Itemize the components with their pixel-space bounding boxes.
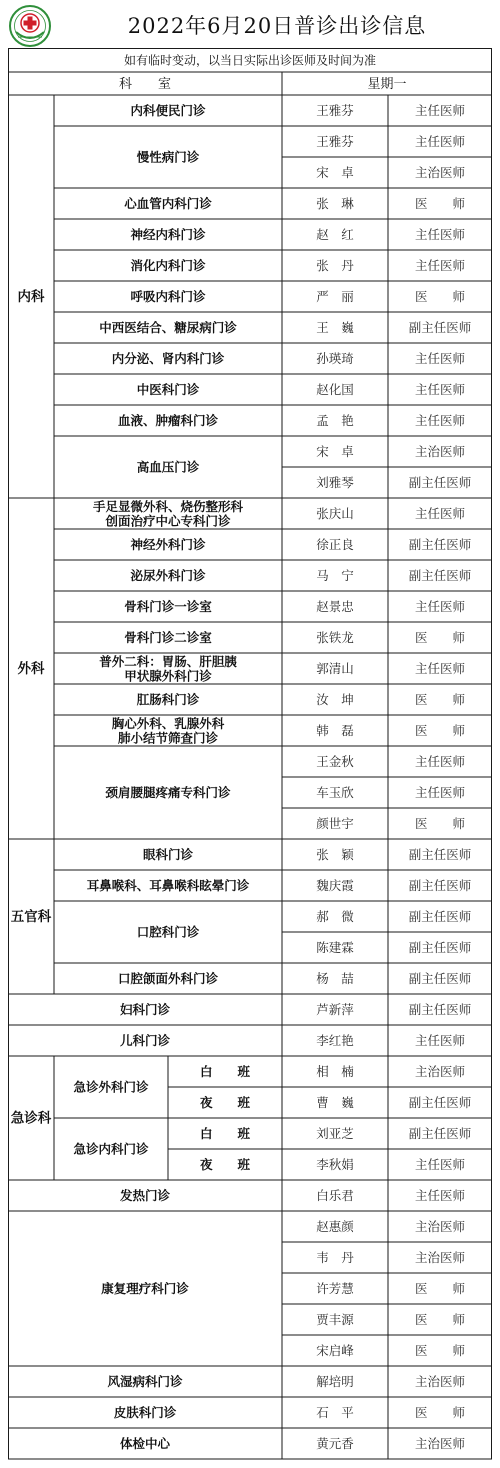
department-name: 内分泌、肾内科门诊: [111, 351, 225, 366]
doctor-title: 医 师: [414, 1405, 466, 1420]
doctor-name: 贾丰源: [316, 1312, 354, 1327]
department-name: 血液、肿瘤科门诊: [117, 413, 219, 428]
doctor-name: 石 平: [316, 1405, 354, 1420]
doctor-name: 赵化国: [316, 382, 354, 397]
doctor-title: 副主任医师: [408, 971, 472, 986]
category-name: 急诊科: [10, 1110, 52, 1127]
page-title: 2022年6月20日普诊出诊信息: [127, 14, 427, 38]
department-name: 妇科门诊: [119, 1002, 171, 1017]
department-name: 风湿病科门诊: [107, 1374, 183, 1389]
doctor-title: 主任医师: [414, 599, 466, 614]
doctor-title: 医 师: [414, 1343, 466, 1358]
doctor-name: 相 楠: [316, 1064, 354, 1079]
department-name: 体检中心: [119, 1436, 171, 1451]
doctor-name: 张铁龙: [316, 630, 354, 645]
doctor-name: 黄元香: [316, 1436, 354, 1451]
doctor-title: 医 师: [414, 630, 466, 645]
department-name: 急诊内科门诊: [73, 1141, 149, 1157]
doctor-name: 杨 喆: [316, 971, 354, 986]
doctor-title: 主任医师: [414, 506, 466, 521]
doctor-title: 主任医师: [414, 103, 466, 118]
shift-label: 夜 班: [199, 1157, 251, 1172]
doctor-name: 王雅芬: [316, 134, 354, 149]
doctor-title: 主任医师: [414, 661, 466, 676]
department-name: 胸心外科、乳腺外科肺小结节筛查门诊: [111, 715, 225, 746]
doctor-title: 主任医师: [414, 785, 466, 800]
doctor-title: 医 师: [414, 289, 466, 304]
department-name: 中西医结合、糖尿病门诊: [99, 320, 237, 335]
doctor-title: 主治医师: [414, 444, 466, 459]
department-name: 颈肩腰腿疼痛专科门诊: [105, 785, 231, 800]
doctor-name: 陈建霖: [316, 940, 354, 955]
department-name: 中医科门诊: [136, 382, 200, 397]
doctor-title: 主任医师: [414, 382, 466, 397]
doctor-title: 副主任医师: [408, 1002, 472, 1017]
doctor-name: 郭清山: [316, 661, 354, 676]
doctor-title: 副主任医师: [408, 537, 472, 552]
doctor-title: 副主任医师: [408, 940, 472, 955]
department-name: 肛肠科门诊: [136, 692, 200, 707]
doctor-title: 主任医师: [414, 1033, 466, 1048]
department-name: 泌尿外科门诊: [130, 568, 206, 583]
doctor-name: 李红艳: [316, 1033, 354, 1048]
doctor-name: 白乐君: [316, 1188, 354, 1203]
department-name: 神经内科门诊: [130, 227, 206, 242]
doctor-name: 王金秋: [316, 754, 354, 769]
department-name: 骨科门诊二诊室: [124, 630, 212, 645]
doctor-name: 韦 丹: [316, 1250, 354, 1265]
doctor-title: 医 师: [414, 1281, 466, 1296]
doctor-title: 主任医师: [414, 227, 466, 242]
department-name: 儿科门诊: [119, 1033, 171, 1048]
department-name: 骨科门诊一诊室: [124, 599, 212, 614]
doctor-title: 医 师: [414, 692, 466, 707]
doctor-name: 韩 磊: [316, 723, 354, 738]
doctor-title: 医 师: [414, 1312, 466, 1327]
doctor-name: 赵惠颜: [316, 1219, 354, 1234]
doctor-name: 许芳慧: [316, 1281, 354, 1296]
doctor-title: 副主任医师: [408, 320, 472, 335]
hospital-logo-icon: [8, 4, 52, 48]
doctor-title: 主治医师: [414, 1219, 466, 1234]
doctor-title: 主任医师: [414, 1188, 466, 1203]
doctor-name: 赵 红: [316, 227, 354, 242]
doctor-name: 郝 微: [316, 909, 354, 924]
doctor-title: 副主任医师: [408, 847, 472, 862]
schedule-table: [8, 48, 492, 1462]
doctor-title: 副主任医师: [408, 1095, 472, 1110]
doctor-title: 副主任医师: [408, 909, 472, 924]
doctor-name: 王雅芬: [316, 103, 354, 118]
doctor-title: 副主任医师: [408, 1126, 472, 1141]
department-name: 高血压门诊: [136, 459, 200, 475]
doctor-name: 李秋娟: [316, 1157, 354, 1172]
category-name: 五官科: [10, 909, 52, 925]
shift-label: 白 班: [199, 1126, 251, 1141]
doctor-name: 张 颖: [316, 847, 354, 862]
doctor-name: 刘雅琴: [316, 475, 354, 490]
doctor-title: 主任医师: [414, 1157, 466, 1172]
department-name: 慢性病门诊: [136, 149, 200, 165]
doctor-name: 颜世宇: [316, 816, 354, 831]
doctor-name: 宋启峰: [316, 1343, 354, 1358]
department-name: 消化内科门诊: [130, 258, 206, 273]
doctor-name: 宋 卓: [316, 444, 354, 459]
department-name: 神经外科门诊: [130, 537, 206, 552]
doctor-title: 医 师: [414, 816, 466, 831]
shift-label: 夜 班: [199, 1095, 251, 1110]
doctor-name: 徐正良: [316, 537, 354, 552]
doctor-title: 医 师: [414, 723, 466, 738]
doctor-title: 主治医师: [414, 1064, 466, 1079]
doctor-title: 主任医师: [414, 754, 466, 769]
doctor-name: 孙瑛琦: [316, 351, 354, 366]
category-name: 外科: [17, 661, 45, 677]
doctor-name: 赵景忠: [316, 599, 354, 614]
doctor-name: 张 琳: [316, 196, 354, 211]
doctor-name: 刘亚芝: [316, 1126, 354, 1141]
doctor-name: 张 丹: [316, 258, 354, 273]
doctor-name: 张庆山: [316, 506, 354, 521]
doctor-title: 主任医师: [414, 258, 466, 273]
header-department: 科 室: [118, 77, 172, 92]
header-day: 星期一: [367, 77, 407, 92]
doctor-name: 宋 卓: [316, 165, 354, 180]
doctor-name: 车玉欣: [316, 785, 354, 800]
doctor-title: 主治医师: [414, 165, 466, 180]
department-name: 口腔科门诊: [136, 924, 200, 940]
doctor-title: 主任医师: [414, 351, 466, 366]
doctor-name: 汝 坤: [316, 692, 354, 707]
department-name: 内科便民门诊: [130, 103, 206, 118]
doctor-title: 副主任医师: [408, 475, 472, 490]
department-name: 发热门诊: [119, 1188, 171, 1203]
department-name: 耳鼻喉科、耳鼻喉科眩晕门诊: [86, 878, 250, 893]
doctor-name: 严 丽: [316, 289, 354, 304]
doctor-title: 主治医师: [414, 1374, 466, 1389]
doctor-title: 主治医师: [414, 1436, 466, 1451]
department-name: 普外二科：胃肠、肝胆胰甲状腺外科门诊: [99, 653, 237, 684]
department-name: 皮肤科门诊: [113, 1405, 177, 1420]
department-name: 眼科门诊: [142, 847, 194, 862]
department-name: 康复理疗科门诊: [101, 1281, 189, 1296]
department-name: 口腔颌面外科门诊: [117, 971, 219, 986]
department-name: 急诊外科门诊: [73, 1079, 149, 1095]
doctor-title: 医 师: [414, 196, 466, 211]
shift-label: 白 班: [199, 1064, 251, 1079]
doctor-name: 曹 巍: [316, 1095, 354, 1110]
doctor-name: 孟 艳: [316, 413, 354, 428]
page-header: [8, 4, 492, 48]
department-name: 呼吸内科门诊: [130, 289, 206, 304]
doctor-name: 马 宁: [316, 568, 354, 583]
doctor-title: 副主任医师: [408, 568, 472, 583]
doctor-name: 王 巍: [316, 320, 354, 335]
department-name: 手足显微外科、烧伤整形科创面治疗中心专科门诊: [92, 498, 244, 529]
category-name: 内科: [17, 289, 45, 305]
doctor-name: 芦新萍: [316, 1002, 354, 1017]
doctor-title: 主任医师: [414, 134, 466, 149]
doctor-title: 主治医师: [414, 1250, 466, 1265]
doctor-name: 魏庆霞: [316, 878, 354, 893]
doctor-name: 解培明: [316, 1374, 354, 1389]
doctor-title: 主任医师: [414, 413, 466, 428]
doctor-title: 副主任医师: [408, 878, 472, 893]
notice-text: 如有临时变动，以当日实际出诊医师及时间为准: [123, 53, 377, 68]
department-name: 心血管内科门诊: [124, 196, 212, 211]
